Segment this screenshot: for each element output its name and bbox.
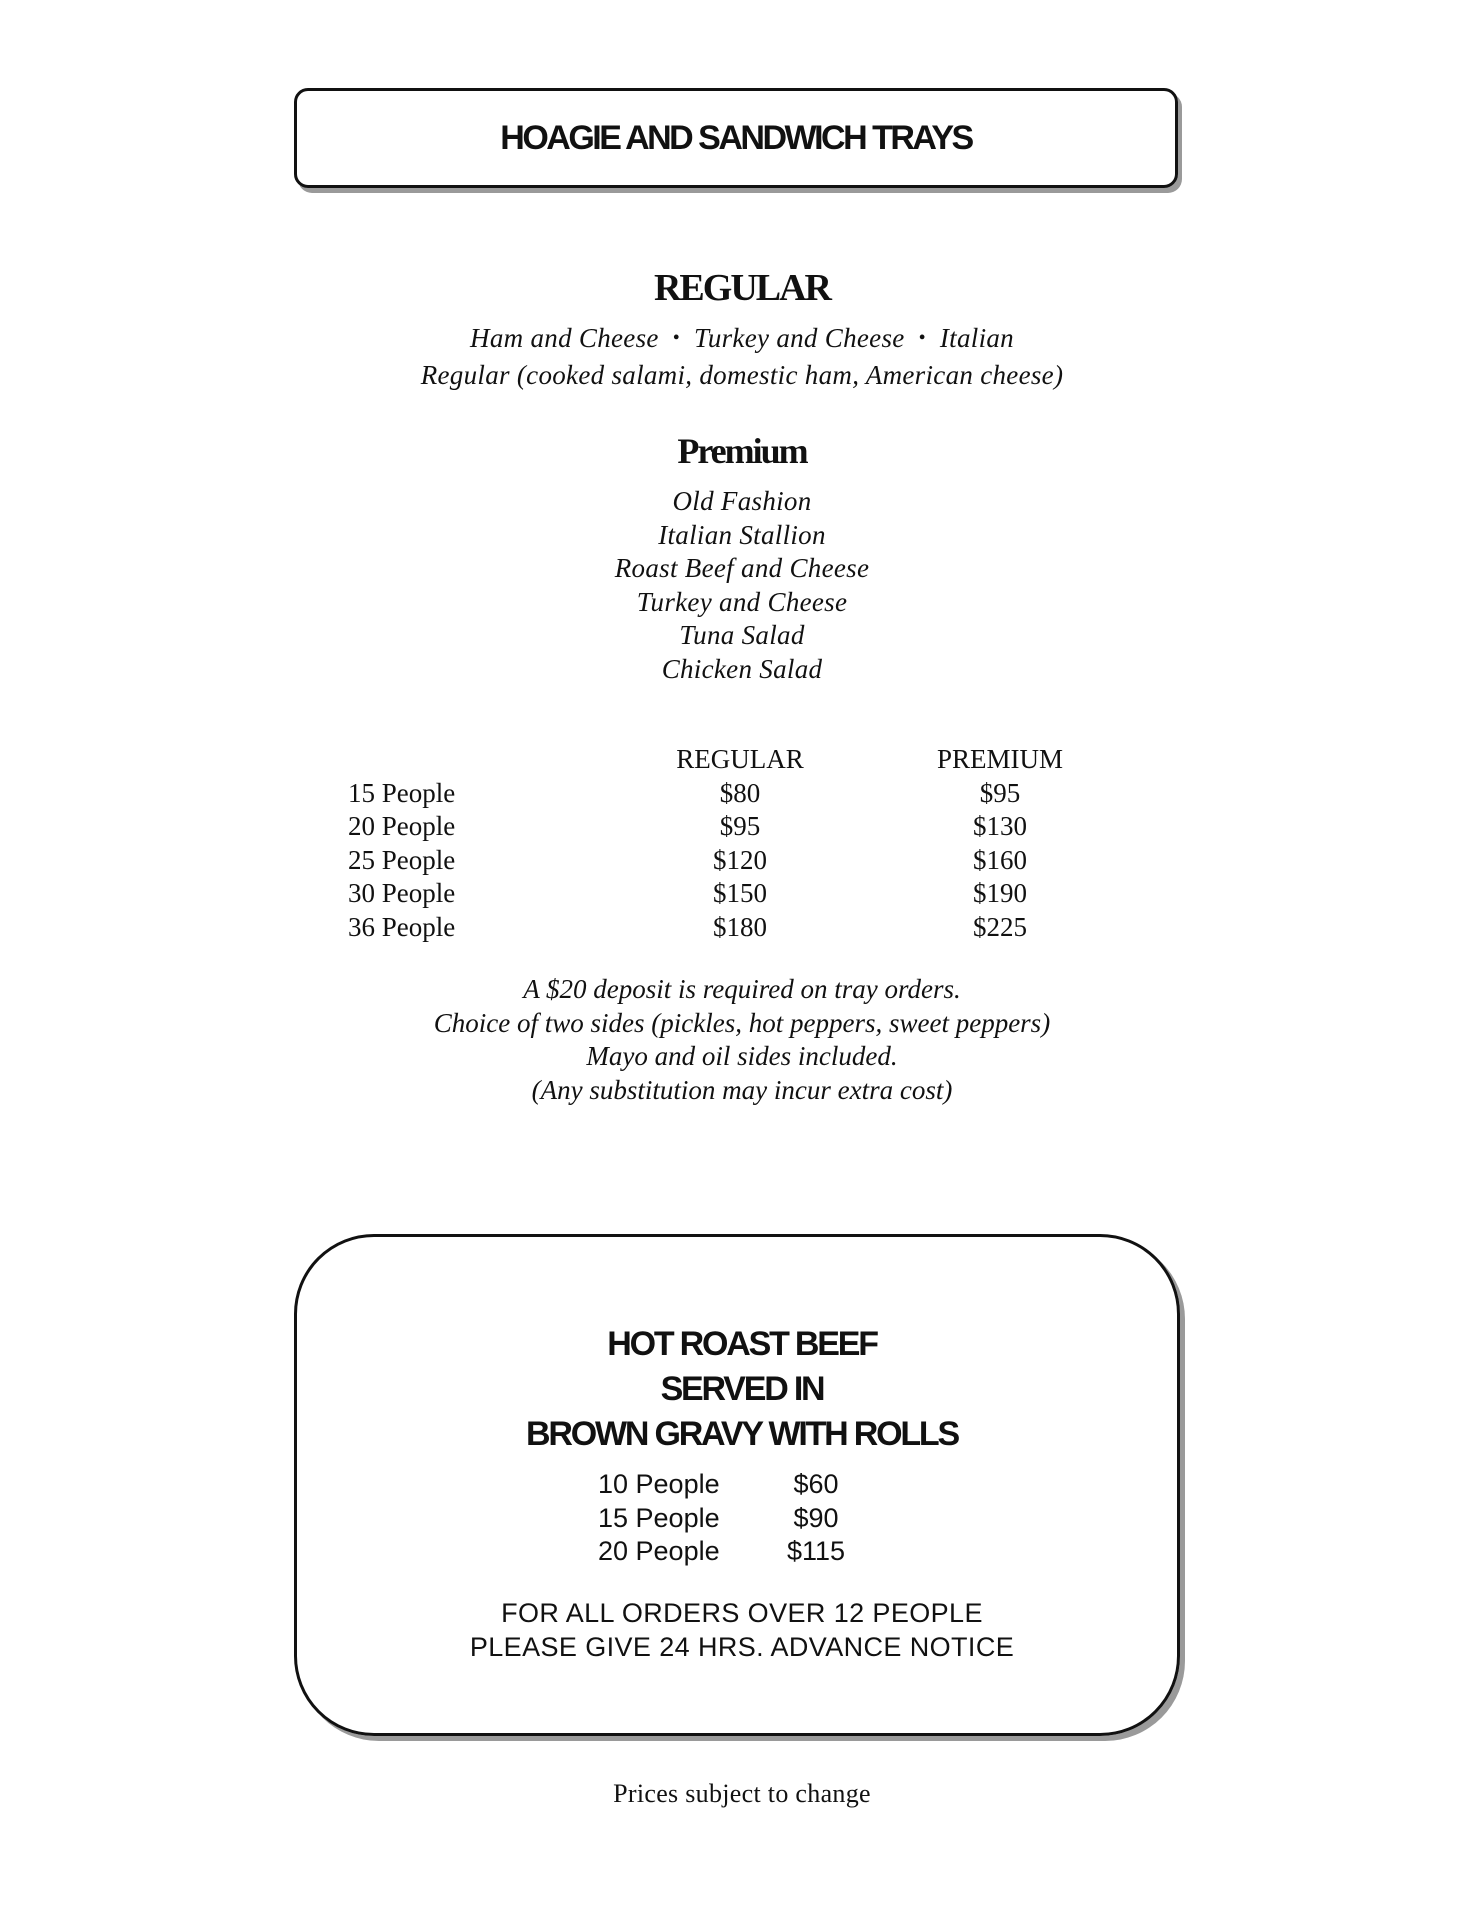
table-row	[0, 810, 1484, 844]
beef-size-label: 20 People	[598, 1536, 720, 1566]
notice-line: PLEASE GIVE 24 HRS. ADVANCE NOTICE	[469, 1631, 1015, 1662]
beef-price: $90	[793, 1502, 839, 1533]
regular-items-line-1	[0, 322, 1484, 359]
hot-roast-beef-title	[0, 1322, 1484, 1457]
regular-price: $120	[713, 844, 767, 875]
price-table-header	[0, 743, 1484, 777]
premium-price: $225	[973, 911, 1027, 942]
note-line: Mayo and oil sides included.	[586, 1041, 898, 1071]
regular-price: $80	[719, 777, 761, 808]
beef-price: $115	[786, 1536, 846, 1566]
beef-size-label: 15 People	[598, 1502, 720, 1533]
premium-heading: Premium	[677, 431, 807, 471]
note-line: (Any substitution may incur extra cost)	[531, 1074, 953, 1105]
premium-item: Italian Stallion	[658, 519, 826, 550]
premium-item: Turkey and Cheese	[636, 586, 848, 617]
regular-item: Italian	[939, 323, 1014, 353]
regular-price: $95	[719, 811, 761, 841]
row-label: 20 People	[348, 811, 456, 841]
regular-price: $150	[713, 878, 767, 908]
regular-heading: REGULAR	[653, 267, 831, 309]
premium-price: $160	[973, 844, 1027, 875]
bullet-separator: •	[672, 327, 680, 349]
bullet-separator: •	[918, 327, 926, 349]
table-row	[0, 877, 1484, 911]
tray-notes	[0, 973, 1484, 1107]
premium-item: Roast Beef and Cheese	[614, 553, 870, 583]
beef-title-line: SERVED IN	[660, 1370, 824, 1408]
beef-size-label: 10 People	[598, 1469, 720, 1499]
premium-price: $130	[973, 811, 1027, 841]
regular-item: Turkey and Cheese	[694, 323, 905, 353]
beef-price: $60	[793, 1469, 839, 1499]
premium-item: Old Fashion	[672, 486, 812, 516]
premium-price: $190	[973, 878, 1027, 908]
column-header-premium: PREMIUM	[936, 744, 1064, 774]
notice-line: FOR ALL ORDERS OVER 12 PEOPLE	[501, 1598, 983, 1628]
table-row	[0, 777, 1484, 811]
note-line: Choice of two sides (pickles, hot peppers, sweet peppers)	[433, 1007, 1051, 1038]
title-box	[294, 88, 1178, 188]
advance-notice	[0, 1597, 1484, 1664]
page-title: HOAGIE AND SANDWICH TRAYS	[500, 118, 972, 157]
price-table	[0, 743, 1484, 944]
table-row	[0, 911, 1484, 945]
footer-note: Prices subject to change	[613, 1779, 871, 1808]
note-line: A $20 deposit is required on tray orders.	[523, 974, 961, 1004]
regular-items-line-2: Regular (cooked salami, domestic ham, American cheese)	[420, 359, 1064, 390]
premium-price: $95	[979, 777, 1021, 808]
regular-items	[0, 322, 1484, 392]
row-label: 36 People	[348, 911, 456, 942]
hot-roast-beef-prices	[0, 1468, 1484, 1569]
list-item	[0, 1535, 1484, 1569]
beef-title-line: HOT ROAST BEEF	[607, 1325, 877, 1363]
premium-items	[0, 485, 1484, 686]
list-item	[0, 1502, 1484, 1536]
list-item	[0, 1468, 1484, 1502]
beef-title-line: BROWN GRAVY WITH ROLLS	[526, 1415, 958, 1453]
row-label: 15 People	[348, 777, 456, 808]
premium-item: Chicken Salad	[661, 653, 823, 684]
premium-item: Tuna Salad	[679, 620, 805, 650]
regular-price: $180	[713, 911, 767, 942]
column-header-regular: REGULAR	[676, 744, 804, 774]
row-label: 25 People	[348, 844, 456, 875]
table-row	[0, 844, 1484, 878]
row-label: 30 People	[348, 878, 456, 908]
regular-item: Ham and Cheese	[470, 323, 659, 353]
